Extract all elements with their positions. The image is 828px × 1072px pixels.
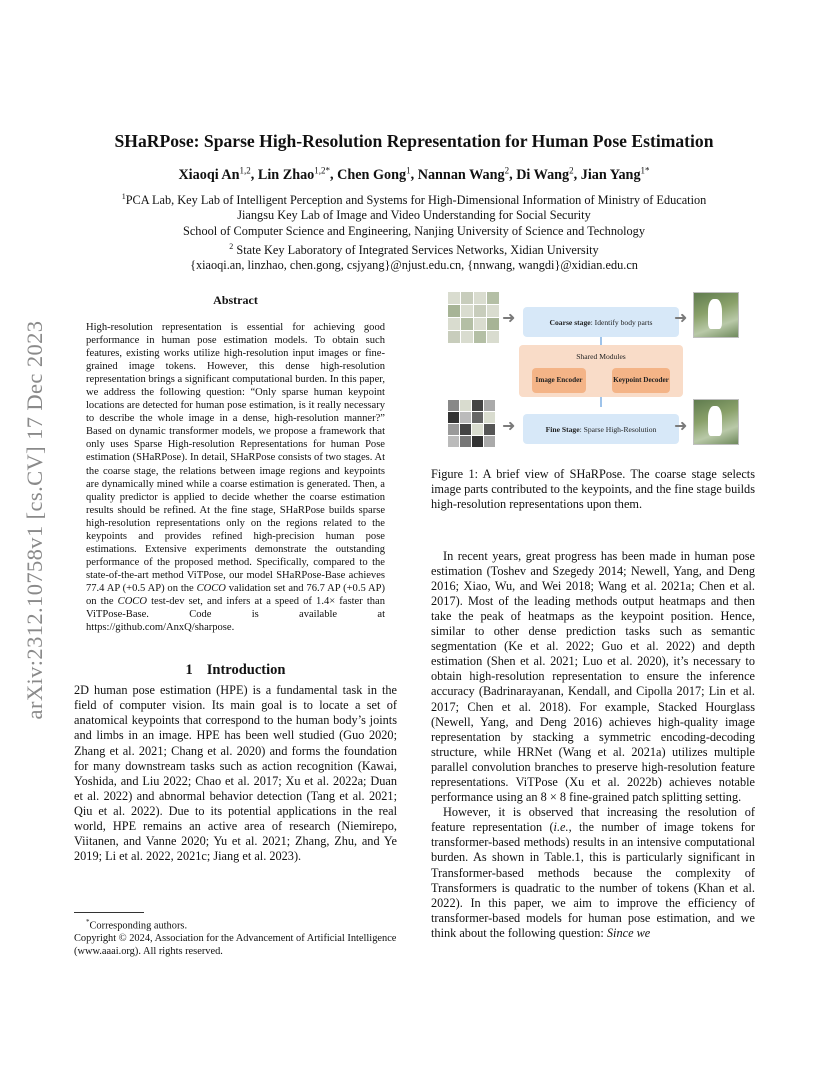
affiliation-line: Jiangsu Key Lab of Image and Video Understanding for Social Security	[237, 208, 591, 223]
paper-title: SHaRPose: Sparse High-Resolution Representation for Human Pose Estimation	[114, 131, 714, 151]
body-paragraph: In recent years, great progress has been made in human pose estimation (Toshev and Szegedy 2014; Newell, Yang, and Deng 2016; Xiao, Wu, and Wei 2018; Wang et al. 2021a; Chen et al. 2017). Most of the leading methods output heatmaps and then take the peak of heatmaps as the keypoint position. Hence, similar to other dense prediction tasks such as semantic segmentation (Ke et al. 2022; Guo et al. 2022) and depth estimation (Shen et al. 2021; Luo et al. 2020), it’s necessary to obtain high-resolution representation to ensure the inference accuracy (Badrinarayanan, Kendall, and Cipolla 2017; Lin et al. 2017; Chen et al. 2018). For example, Stacked Hourglass (Newell, Yang, and Deng 2016) achieves high-quality image representation by stacking a symmetric encoding-decoding structure, while HRNet (Wang et al. 2021a) utilizes multiple parallel convolution branches to preserve high-resolution feature representations. ViTPose (Xu et al. 2022b) achieves notable performance using an 8 × 8 fine-grained patch splitting setting.	[431, 548, 755, 805]
coarse-pose-image	[693, 292, 739, 338]
footnote-rule	[74, 912, 144, 913]
coarse-patch-grid	[448, 292, 499, 343]
left-column	[74, 290, 397, 864]
affiliation-line: $^1$PCA Lab, Key Lab of Intelligent Perception and Systems for High-Dimensional Information of Ministry of Education	[121, 192, 707, 208]
author: Chen Gong$^1$	[337, 165, 411, 183]
arxiv-id: arXiv:2312.10758v1 [cs.CV] 17 Dec 2023	[22, 320, 47, 720]
author-list: Xiaoqi An$^{1,2}$, Lin Zhao$^{1,2*}$, Chen Gong$^1$, Nannan Wang$^2$, Di Wang$^2$, Jian Yang$^{1*}$	[178, 165, 650, 183]
body-paragraph: However, it is observed that increasing the resolution of feature representation (i.e., the number of image tokens for transformer-based methods) results in an intensive computational burden. As shown in Table.1, this is particularly significant in Transformer-based methods because the complexity of Transformers is quadratic to the number of tokens (Khan et al. 2022). In this paper, we aim to improve the efficiency of transformer-based models for human pose estimation, and we think about the following question: Since we	[431, 805, 755, 940]
footnote-corresponding: *Corresponding authors.	[86, 918, 188, 932]
affiliation-line: School of Computer Science and Engineering, Nanjing University of Science and Technology	[183, 223, 645, 238]
abstract-heading: Abstract	[213, 293, 258, 307]
section-heading-introduction: 1 Introduction	[185, 662, 286, 679]
intro-paragraph: 2D human pose estimation (HPE) is a fundamental task in the field of computer vision. Its main goal is to locate a set of anatomical keypoints that correspond to the human body’s joints and limbs in an image. HPE has been well studied (Guo 2020; Zhang et al. 2021; Chang et al. 2020) and forms the foundation for many downstream tasks such as action recognition (Kawai, Yoshida, and Liu 2022; Chao et al. 2017; Xu et al. 2022a; Duan et al. 2022) and abnormal behavior detection (Tang et al. 2021; Qiu et al. 2022). Due to its potential applications in the real world, HPE remains an active area of research (Niemirepo, Viitanen, and Vanne 2020; Yu et al. 2021; Zhang, Zhu, and Ye 2019; Li et al. 2022, 2021c; Jiang et al. 2023).	[74, 683, 397, 864]
author: Di Wang$^2$	[516, 165, 574, 183]
coarse-stage-box: Coarse stage: Identify body parts	[523, 307, 679, 337]
affiliations	[0, 189, 828, 273]
figure-caption: Figure 1: A brief view of SHaRPose. The coarse stage selects image parts contributed to the keypoints, and the fine stage builds high-resolution representations upon them.	[431, 467, 755, 512]
right-column	[431, 288, 755, 941]
shared-modules-box: Shared Modules	[519, 345, 683, 397]
connector-line	[600, 397, 602, 407]
arxiv-watermark	[20, 280, 50, 760]
author-emails: {xiaoqi.an, linzhao, chen.gong, csjyang}@njust.edu.cn, {nnwang, wangdi}@xidian.edu.cn	[190, 258, 638, 272]
fine-pose-image	[693, 399, 739, 445]
arrow-right-icon: ➜	[502, 308, 516, 327]
author: Xiaoqi An$^{1,2}$	[178, 165, 251, 183]
fine-stage-box: Fine Stage: Sparse High-Resolution	[523, 414, 679, 444]
author: Lin Zhao$^{1,2*}$	[257, 165, 331, 183]
affiliation-line: $^2$ State Key Laboratory of Integrated Services Networks, Xidian University	[229, 241, 599, 257]
figure-1	[431, 288, 755, 458]
arrow-right-icon: ➜	[674, 416, 688, 435]
arrow-right-icon: ➜	[674, 308, 688, 327]
author: Nannan Wang$^2$	[417, 165, 510, 183]
footnotes	[74, 910, 397, 958]
keypoint-decoder-box: Keypoint Decoder	[612, 368, 670, 393]
fine-patch-grid	[448, 400, 495, 447]
author: Jian Yang$^{1*}$	[580, 165, 650, 183]
abstract-text: High-resolution representation is essential for achieving good performance in human pose estimation models. To obtain such features, existing works utilize high-resolution input images or fine-grained image tokens. However, this dense high-resolution representation brings a significant computational burden. In this paper, we address the following question: “Only sparse human keypoint locations are detected for human pose estimation, is it really necessary to describe the whole image in a dense, high-resolution manner?” Based on dynamic transformer models, we propose a framework that only uses Sparse High-resolution Representations for human Pose estimation (SHaRPose). In detail, SHaRPose consists of two stages. At the coarse stage, the relations between image regions and keypoints are dynamically mined while a coarse estimation is generated. Then, a quality predictor is applied to decide whether the coarse estimation results should be refined. At the fine stage, SHaRPose builds sparse high-resolution representations only on the regions related to the keypoints and provides refined high-precision human pose estimations. Extensive experiments demonstrate the outstanding performance of the proposed method. Specifically, compared to the state-of-the-art method ViTPose, our model SHaRPose-Base achieves 77.4 AP (+0.5 AP) on the COCO validation set and 76.7 AP (+0.5 AP) on the COCO test-dev set, and infers at a speed of 1.4× faster than ViTPose-Base. Code is available at https://github.com/AnxQ/sharpose.	[86, 322, 385, 634]
arrow-right-icon: ➜	[502, 416, 516, 435]
connector-line	[600, 337, 602, 345]
footnote-copyright: Copyright © 2024, Association for the Advancement of Artificial Intelligence (www.aaai.org). All rights reserved.	[74, 933, 397, 957]
image-encoder-box: Image Encoder	[532, 368, 586, 393]
